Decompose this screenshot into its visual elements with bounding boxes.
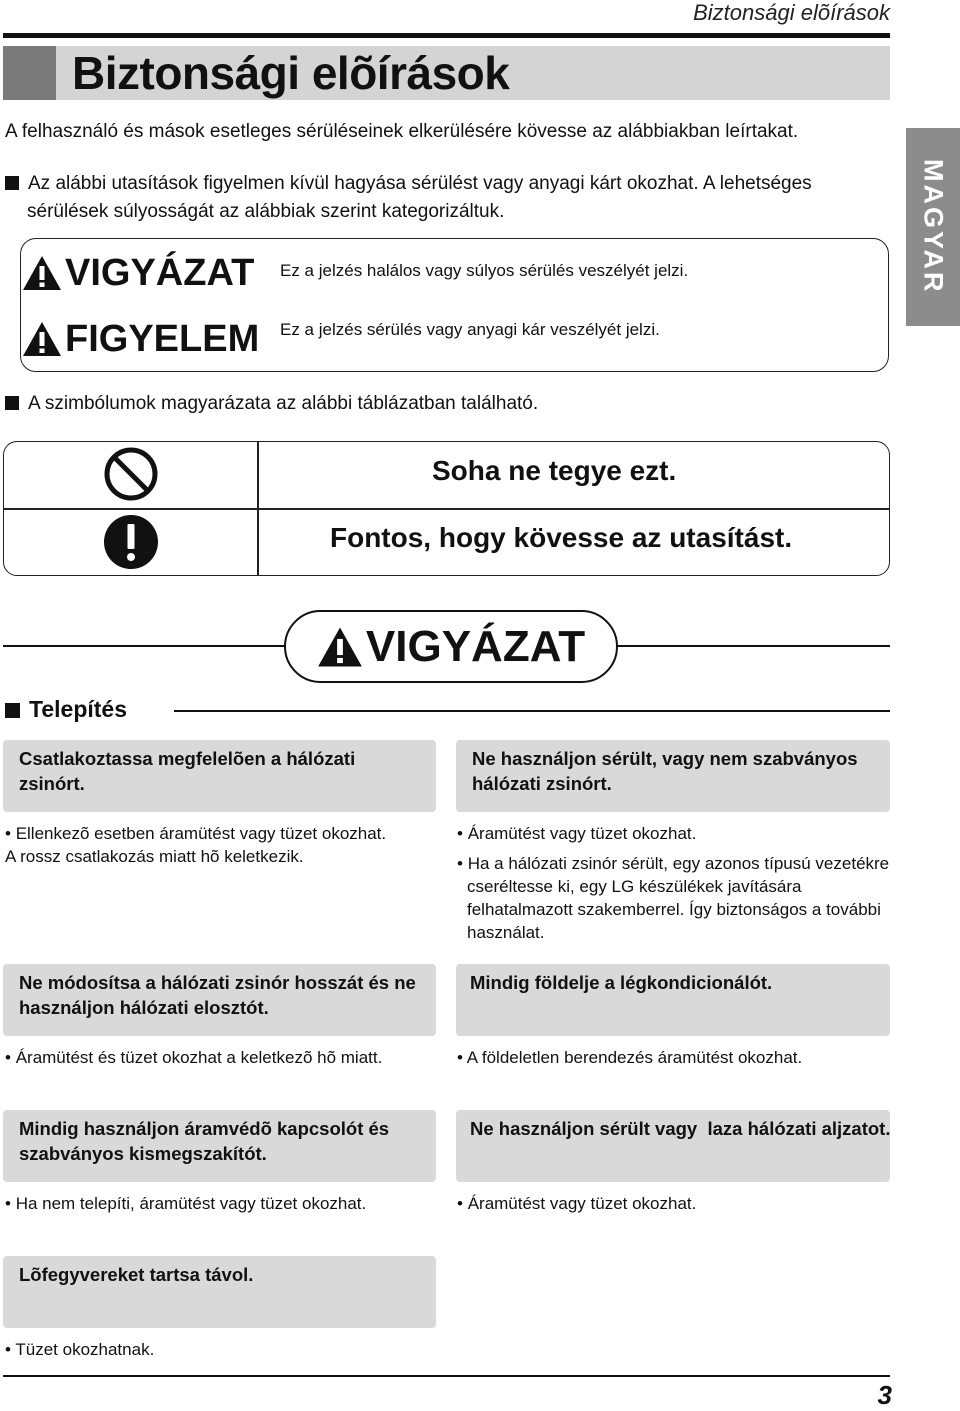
note-symbols: A szimbólumok magyarázata az alábbi táblázatban található. [5, 390, 538, 418]
instruction-bullet: • Ellenkezõ esetben áramütést vagy tüzet okozhat. A rossz csatlakozás miatt hõ keletkezik. [5, 824, 387, 866]
level-figyelem: FIGYELEM [22, 317, 259, 361]
level-figyelem-desc: Ez a jelzés sérülés vagy anyagi kár veszélyét jelzi. [280, 320, 660, 339]
level-vigyazat: VIGYÁZAT [22, 251, 254, 295]
page-number: 3 [877, 1380, 892, 1410]
instruction-bullet: • Áramütést vagy tüzet okozhat. [457, 1194, 697, 1213]
level-vigyazat-desc: Ez a jelzés halálos vagy súlyos sérülés veszélyét jelzi. [280, 261, 689, 280]
vigyazat-banner [284, 610, 618, 683]
instruction-bullet: • A földeletlen berendezés áramütést okozhat. [457, 1048, 803, 1067]
warning-triangle-icon [22, 255, 62, 291]
instruction-heading: Csatlakoztassa megfelelõen a hálózati zsinórt. [3, 740, 436, 812]
title-accent-block [3, 46, 56, 100]
instruction-heading: Lõfegyvereket tartsa távol. [3, 1256, 436, 1328]
note-categories-cont: sérülések súlyosságát az alábbiak szerint kategorizáltuk. [27, 201, 505, 222]
symbols-row-divider [3, 508, 890, 510]
section-rule [174, 710, 890, 712]
square-bullet-icon [5, 396, 19, 410]
instruction-bullet: • Tüzet okozhatnak. [5, 1340, 155, 1359]
instruction-bullet: • Ha nem telepíti, áramütést vagy tüzet okozhat. [5, 1194, 367, 1213]
header-rule [3, 33, 890, 38]
mandatory-icon [103, 514, 159, 570]
instruction-heading: Ne használjon sérült, vagy nem szabványos hálózati zsinórt. [456, 740, 890, 812]
instruction-bullet: • Áramütést és tüzet okozhat a keletkezõ hõ miatt. [5, 1048, 383, 1067]
prohibited-icon [103, 446, 159, 502]
footer-rule [3, 1375, 890, 1377]
intro-text: A felhasználó és mások esetleges sérüléseinek elkerülésére kövesse az alábbiakban leírtakat. [5, 121, 799, 142]
square-bullet-icon [5, 703, 20, 718]
warning-triangle-icon [317, 626, 363, 668]
instruction-heading: Ne módosítsa a hálózati zsinór hosszát és ne használjon hálózati elosztót. [3, 964, 436, 1036]
instruction-bullet: • Áramütést vagy tüzet okozhat. [457, 824, 697, 843]
instruction-heading: Ne használjon sérült vagy laza hálózati aljzatot. [456, 1110, 890, 1182]
symbol-prohibited-text: Soha ne tegye ezt. [432, 455, 677, 486]
symbol-mandatory-text: Fontos, hogy kövesse az utasítást. [330, 522, 793, 553]
banner-label: VIGYÁZAT [365, 621, 586, 671]
language-tab-label: MAGYAR [918, 159, 949, 295]
section-title: Telepítés [5, 696, 127, 723]
warning-triangle-icon [22, 321, 62, 357]
instruction-heading: Mindig használjon áramvédõ kapcsolót és szabványos kismegszakítót. [3, 1110, 436, 1182]
instruction-heading: Mindig földelje a légkondicionálót. [456, 964, 890, 1036]
square-bullet-icon [5, 176, 19, 190]
instruction-bullet: • Ha a hálózati zsinór sérült, egy azonos típusú vezetékre cseréltesse ki, egy LG készülékek javítására felhatalmazott szakemberrel. Így biztonságos a további használat. [457, 854, 890, 942]
running-header: Biztonsági elõírások [693, 0, 890, 25]
page-title: Biztonsági elõírások [72, 47, 510, 99]
note-categories: Az alábbi utasítások figyelmen kívül hagyása sérülést vagy anyagi kárt okozhat. A lehetséges [5, 170, 812, 198]
language-tab [906, 128, 960, 326]
